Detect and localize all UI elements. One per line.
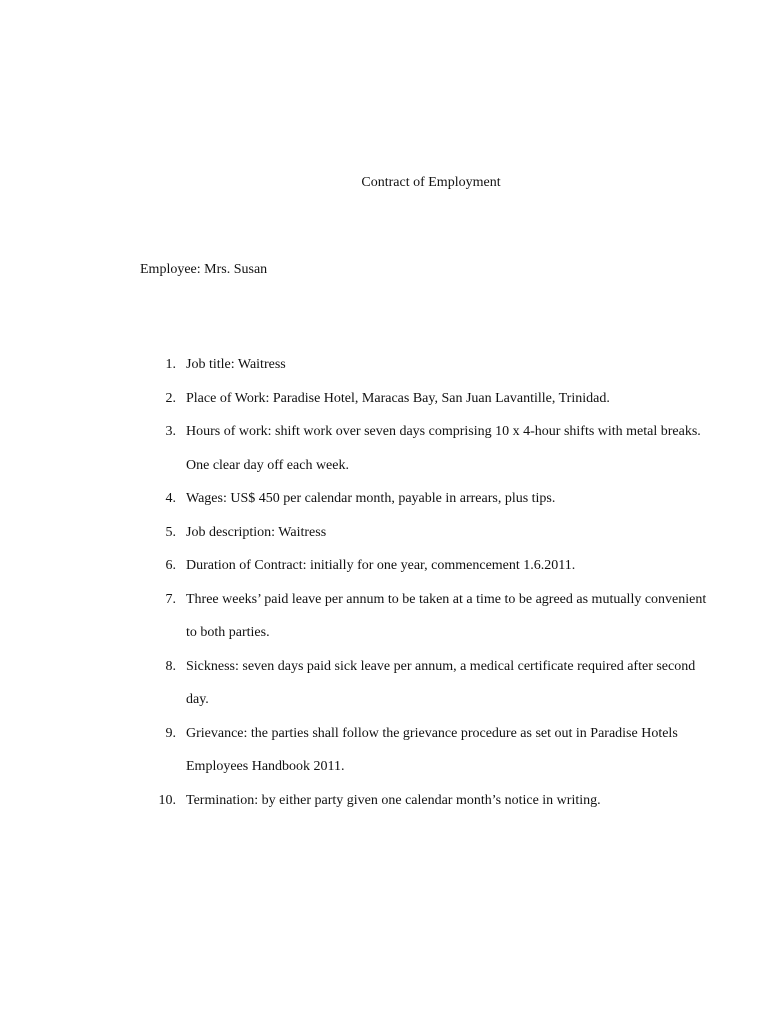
term-text: Hours of work: shift work over seven days comprising 10 x 4-hour shifts with metal breaks. One clear day off each week.	[186, 424, 701, 473]
term-text: Place of Work: Paradise Hotel, Maracas Bay, San Juan Lavantille, Trinidad.	[186, 390, 610, 406]
term-number: 5.	[165, 524, 176, 540]
contract-term-5	[150, 516, 720, 550]
term-number: 10.	[158, 792, 176, 808]
term-number: 4.	[165, 491, 176, 506]
term-number: 7.	[165, 591, 176, 607]
contract-term-8	[150, 650, 720, 717]
contract-term-9	[150, 717, 720, 784]
term-number: 1.	[165, 357, 176, 372]
term-text: Grievance: the parties shall follow the grievance procedure as set out in Paradise Hotels Employees Handbook 2011.	[186, 725, 678, 774]
contract-term-1	[150, 348, 720, 382]
term-number: 3.	[165, 424, 176, 439]
term-number: 6.	[165, 558, 176, 573]
term-text: Sickness: seven days paid sick leave per annum, a medical certificate required after second day.	[186, 658, 696, 707]
contract-term-6	[150, 549, 720, 583]
contract-terms-list	[150, 348, 720, 817]
contract-term-10	[150, 784, 720, 818]
document-title: Contract of Employment	[361, 175, 501, 190]
term-number: 8.	[165, 658, 176, 674]
contract-term-3	[150, 415, 720, 482]
term-number: 2.	[165, 390, 176, 406]
term-text: Job description: Waitress	[186, 524, 327, 540]
term-text: Three weeks’ paid leave per annum to be taken at a time to be agreed as mutually convenient to both parties.	[186, 591, 707, 640]
employee-line: Employee: Mrs. Susan	[140, 262, 268, 277]
contract-term-2	[150, 382, 720, 416]
term-text: Duration of Contract: initially for one year, commencement 1.6.2011.	[186, 558, 576, 573]
term-text: Job title: Waitress	[186, 357, 286, 372]
term-number: 9.	[165, 725, 176, 741]
contract-term-7	[150, 583, 720, 650]
term-text: Wages: US$ 450 per calendar month, payable in arrears, plus tips.	[186, 491, 556, 506]
term-text: Termination: by either party given one calendar month’s notice in writing.	[186, 792, 601, 808]
contract-term-4	[150, 482, 720, 516]
